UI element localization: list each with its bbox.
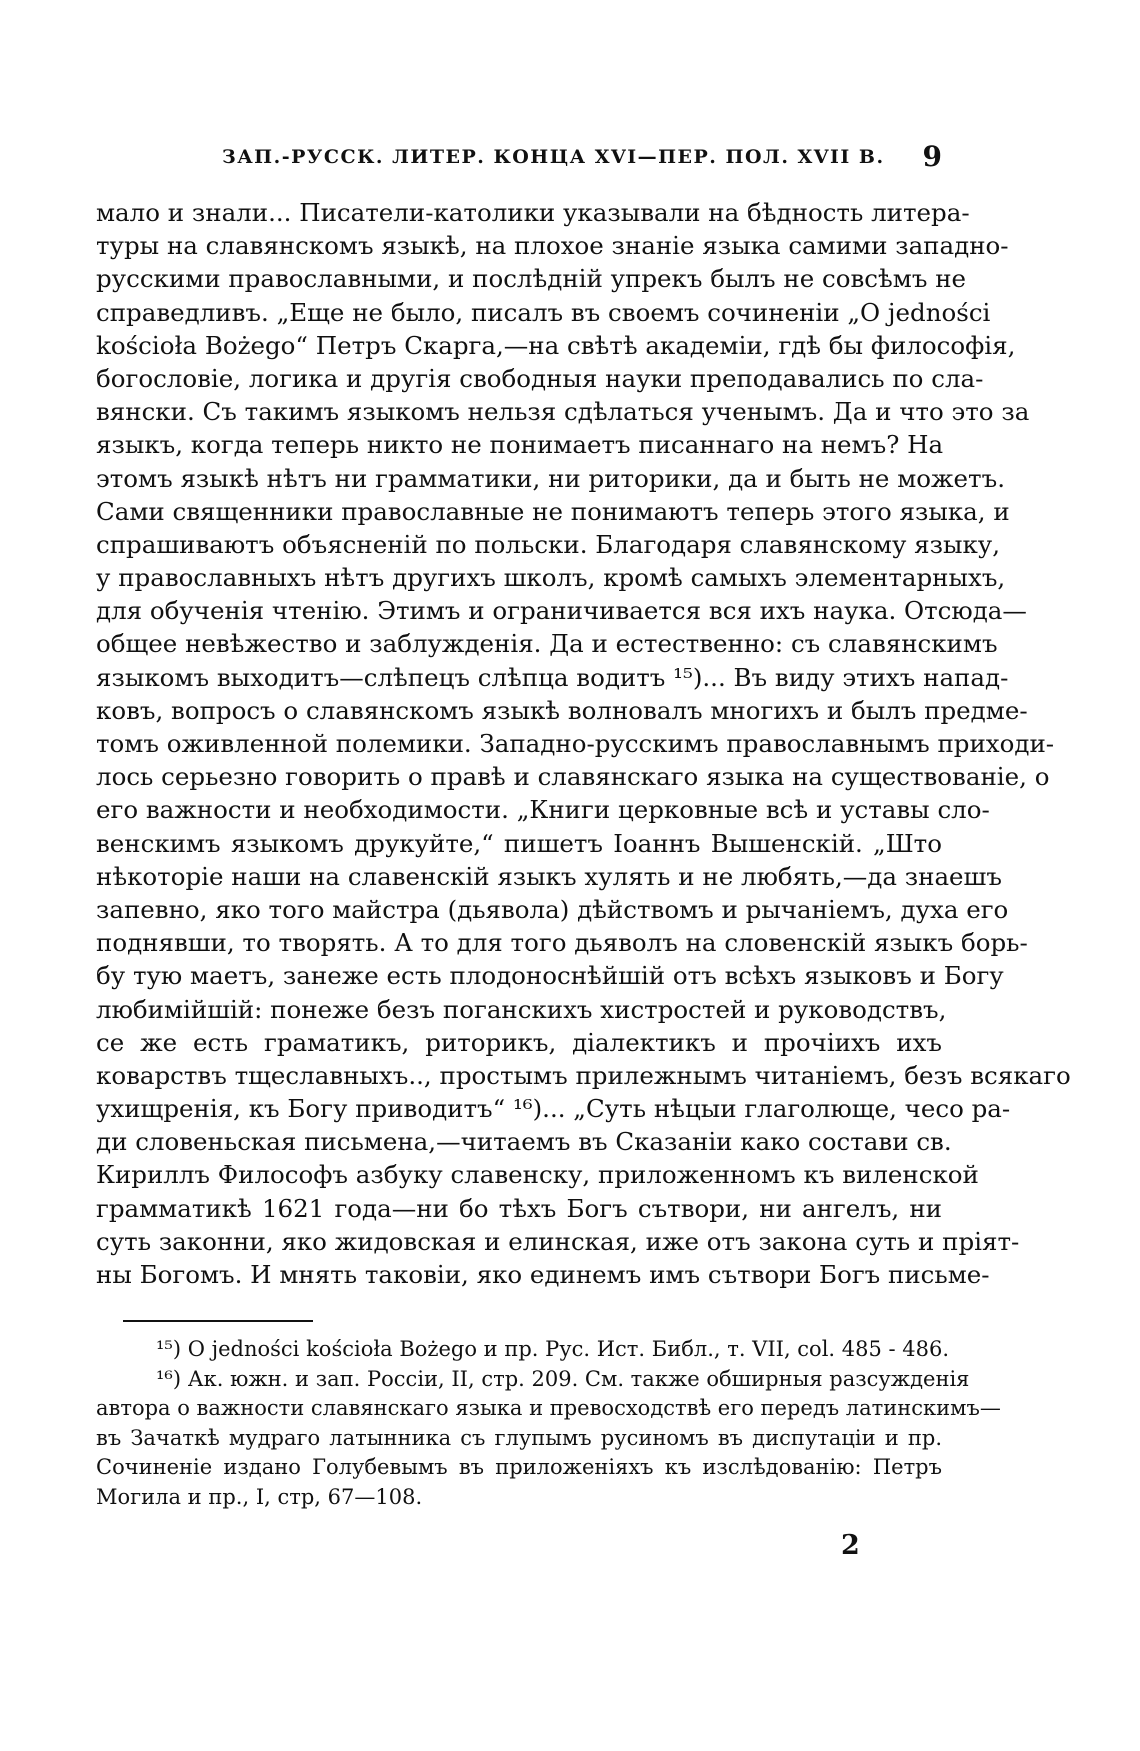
text-line: туры на славянскомъ языкѣ, на плохое знаніе языка самими западно- [96,231,1009,261]
text-line: вянски. Съ такимъ языкомъ нельзя сдѣлаться ученымъ. Да и что это за [96,397,1030,427]
text-line: kościoła Bożego“ Петръ Скарга,—на свѣтѣ академіи, гдѣ бы философія, [96,330,1016,360]
signature-mark: 2 [841,1530,860,1561]
text-line: ковъ, вопросъ о славянскомъ языкѣ волновалъ многихъ и былъ предме- [96,695,1028,725]
page-number: 9 [922,140,942,173]
text-line: венскимъ языкомъ друкуйте,“ пишетъ Іоаннъ Вышенскій. „Што [96,828,942,858]
text-line: ны Богомъ. И мнять таковіи, яко единемъ имъ сътвори Богъ письме- [96,1260,990,1289]
text-line: коварствъ тщеславныхъ.., простымъ прилежнымъ читаніемъ, безъ всякаго [96,1060,1071,1090]
text-line: русскими православными, и послѣдній упрекъ былъ не совсѣмъ не [96,264,967,294]
footnote-line: Могила и пр., I, стр, 67—108. [96,1484,423,1509]
text-line: языкъ, когда теперь никто не понимаетъ писаннаго на немъ? На [96,430,944,460]
text-line: Кириллъ Философъ азбуку славенску, приложенномъ къ виленской [96,1160,979,1190]
footnote-line: ¹⁶) Ак. южн. и зап. Россіи, II, стр. 209. См. также обширныя разсужденія [156,1366,970,1391]
footnote-line: ¹⁵) O jedności kościoła Bożego и пр. Рус. Ист. Библ., т. VII, col. 485 - 486. [156,1337,950,1361]
text-line: поднявши, то творять. А то для того дьяволъ на словенскій языкъ борь- [96,928,1028,958]
body-text [96,196,1071,1291]
footnote-line: въ Зачаткѣ мудраго латынника съ глупымъ русиномъ въ диспутаціи и пр. [96,1425,942,1450]
running-head [96,140,942,180]
footnote-divider [123,1320,313,1322]
footnote-line: автора о важности славянскаго языка и превосходствѣ его передъ латинскимъ— [96,1396,1001,1420]
text-line: у православныхъ нѣтъ другихъ школъ, кромѣ самыхъ элементарныхъ, [96,563,1006,593]
text-line: спрашиваютъ объясненій по польски. Благодаря славянскому языку, [96,529,1000,559]
text-line: богословіе, логика и другія свободныя науки преподавались по сла- [96,363,984,393]
text-line: для обученія чтенію. Этимъ и ограничивается вся ихъ наука. Отсюда— [96,596,1027,626]
footnotes [96,1335,1001,1512]
text-line: этомъ языкѣ нѣтъ ни грамматики, ни риторики, да и быть не можетъ. [96,463,1005,493]
text-line: запевно, яко того майстра (дьявола) дѣйствомъ и рычаніемъ, духа его [96,894,1009,924]
text-line: нѣкоторіе наши на славенскій языкъ хулять и не любять,—да знаешъ [96,861,1002,891]
text-line: справедливъ. „Еще не было, писалъ въ своемъ сочиненіи „O jedności [96,297,991,327]
text-line: его важности и необходимости. „Книги церковные всѣ и уставы сло- [96,795,990,825]
text-line: се же есть граматикъ, риторикъ, діалектикъ и прочіихъ ихъ [96,1027,942,1057]
text-line: грамматикѣ 1621 года—ни бо тѣхъ Богъ сътвори, ни ангелъ, ни [96,1193,942,1223]
text-line: любимійшій: понеже безъ поганскихъ хистростей и руководствъ, [96,994,947,1024]
text-line: языкомъ выходитъ—слѣпецъ слѣпца водитъ ¹⁵)... Въ виду этихъ напад- [96,662,1009,692]
text-line: Сами священники православные не понимаютъ теперь этого языка, и [96,496,1010,526]
text-line: мало и знали... Писатели-католики указывали на бѣдность литера- [96,198,970,227]
running-title: ЗАП.-РУССК. ЛИТЕР. КОНЦА XVI—ПЕР. ПОЛ. XVII В. [222,146,885,168]
text-line: суть законни, яко жидовская и елинская, иже отъ закона суть и пріят- [96,1226,1020,1256]
text-line: ухищренія, къ Богу приводитъ“ ¹⁶)... „Суть нѣцыи глаголюще, чесо ра- [96,1094,1011,1124]
footnote-line: Сочиненіе издано Голубевымъ въ приложеніяхъ къ изслѣдованію: Петръ [96,1455,942,1479]
text-line: бу тую маетъ, занеже есть плодоноснѣйшій отъ всѣхъ языковъ и Богу [96,961,1004,991]
text-line: общее невѣжество и заблужденія. Да и естественно: съ славянскимъ [96,629,998,659]
text-line: лось серьезно говорить о правѣ и славянскаго языка на существованіе, о [96,762,1050,792]
text-line: томъ оживленной полемики. Западно-русскимъ православнымъ приходи- [96,729,1055,758]
text-line: ди словеньская письмена,—читаемъ въ Сказаніи како состави св. [96,1127,952,1157]
